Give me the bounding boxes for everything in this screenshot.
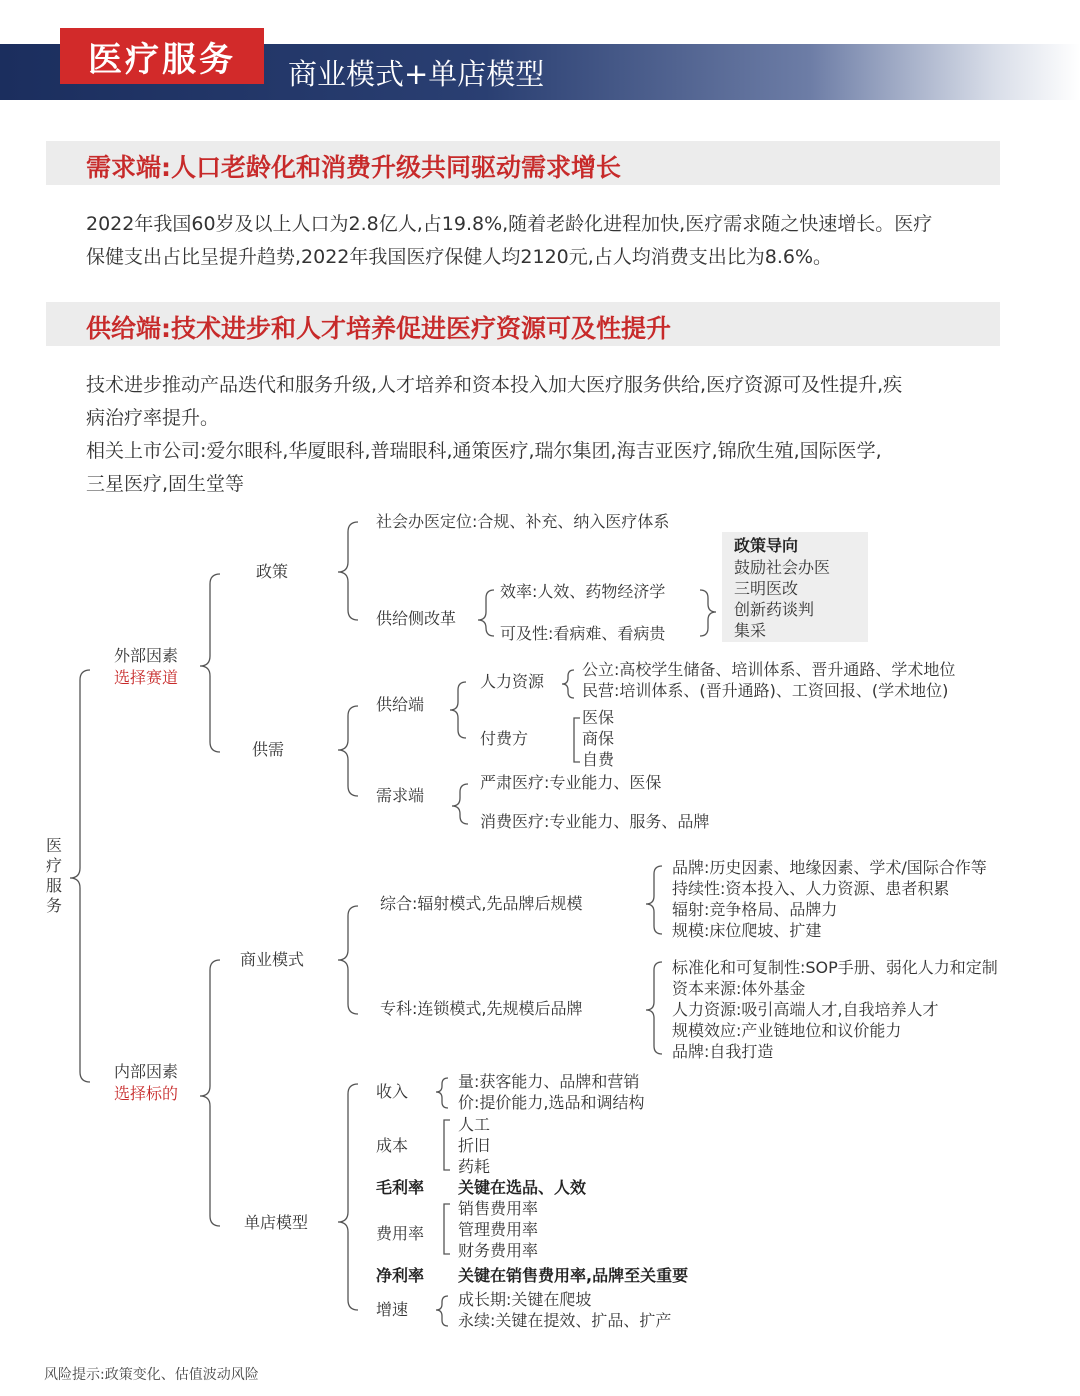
accessibility-item: 可及性:看病难、看病贵	[500, 624, 666, 643]
cost-item: 人工	[458, 1115, 491, 1134]
bracket-root	[70, 670, 90, 1082]
revenue-item: 量:获客能力、品牌和营销	[458, 1072, 640, 1091]
specialty-item: 规模效应:产业链地位和议价能力	[672, 1021, 902, 1040]
internal-factors-label: 内部因素	[114, 1062, 179, 1081]
external-factors-sub: 选择赛道	[114, 668, 179, 687]
specialty-item: 品牌:自我打造	[672, 1042, 774, 1061]
root-char: 务	[46, 896, 63, 915]
specialty-item: 人力资源:吸引高端人才,自我培养人才	[672, 1000, 939, 1019]
general-item: 持续性:资本投入、人力资源、患者积累	[672, 879, 950, 898]
specialty-item: 资本来源:体外基金	[672, 979, 806, 998]
policy-box-title: 政策导向	[734, 536, 799, 555]
bracket-cost	[444, 1120, 450, 1170]
cost-item: 折旧	[458, 1136, 491, 1155]
policy-box-item: 创新药谈判	[734, 600, 815, 619]
consumer-medical-item: 消费医疗:专业能力、服务、品牌	[480, 812, 710, 831]
payer-item: 商保	[582, 729, 615, 748]
bracket-payer	[574, 718, 580, 762]
gross-margin-note: 关键在选品、人效	[458, 1178, 587, 1197]
payer-item: 医保	[582, 708, 615, 727]
bracket-supply-side	[450, 682, 466, 738]
policy-box-item: 三明医改	[734, 579, 799, 598]
bracket-hr	[562, 670, 574, 698]
demand-text-line: 保健支出占比呈提升趋势,2022年我国医疗保健人均2120元,占人均消费支出比为8.6%。	[86, 246, 833, 268]
header-subtitle: 商业模式+单店模型	[288, 57, 545, 91]
growth-label: 增速	[376, 1300, 409, 1319]
revenue-label: 收入	[376, 1082, 409, 1101]
social-medical-positioning: 社会办医定位:合规、补充、纳入医疗体系	[376, 512, 670, 531]
payer-item: 自费	[582, 750, 615, 769]
public-hr-item: 公立:高校学生储备、培训体系、晋升通路、学术地位	[582, 660, 956, 679]
human-resources-label: 人力资源	[480, 672, 545, 691]
header-tag: 医疗服务	[60, 28, 264, 84]
external-factors-label: 外部因素	[114, 646, 179, 665]
supply-text-line: 技术进步推动产品迭代和服务升级,人才培养和资本投入加大医疗服务供给,医疗资源可及性提升,疾	[86, 374, 903, 396]
bracket-expense	[444, 1204, 450, 1254]
bracket-business	[338, 906, 358, 1014]
net-margin-label: 净利率	[376, 1266, 425, 1285]
specialty-chain-mode: 专科:连锁模式,先规模后品牌	[380, 999, 583, 1018]
bracket-specialty	[646, 962, 662, 1054]
supply-side-label: 供给端	[376, 695, 425, 714]
expense-item: 销售费用率	[458, 1199, 539, 1218]
bracket-demand-side	[452, 784, 468, 824]
policy-box-item: 集采	[734, 621, 767, 640]
business-model-label: 商业模式	[240, 950, 305, 969]
specialty-item: 标准化和可复制性:SOP手册、弱化人力和定制	[672, 958, 998, 977]
listed-companies-line: 相关上市公司:爱尔眼科,华厦眼科,普瑞眼科,通策医疗,瑞尔集团,海吉亚医疗,锦欣生殖,国际医学,	[86, 440, 882, 462]
policy-label: 政策	[256, 562, 289, 581]
general-item: 规模:床位爬坡、扩建	[672, 921, 822, 940]
bracket-growth	[436, 1296, 448, 1326]
bracket-supply-demand	[338, 706, 358, 796]
demand-section-title: 需求端:人口老龄化和消费升级共同驱动需求增长	[86, 153, 621, 182]
expense-item: 财务费用率	[458, 1241, 539, 1260]
cost-label: 成本	[376, 1136, 409, 1155]
general-item: 辐射:竞争格局、品牌力	[672, 900, 838, 919]
cost-item: 药耗	[458, 1157, 491, 1176]
supply-demand-label: 供需	[252, 740, 285, 759]
bracket-internal	[200, 960, 220, 1226]
general-item: 品牌:历史因素、地缘因素、学术/国际合作等	[672, 858, 987, 877]
bracket-policy	[338, 522, 358, 620]
general-hospital-mode: 综合:辐射模式,先品牌后规模	[380, 894, 583, 913]
serious-medical-item: 严肃医疗:专业能力、医保	[480, 773, 662, 792]
payer-label: 付费方	[480, 729, 529, 748]
growth-item: 永续:关键在提效、扩品、扩产	[458, 1311, 672, 1330]
revenue-item: 价:提价能力,选品和调结构	[458, 1093, 645, 1112]
growth-item: 成长期:关键在爬坡	[458, 1290, 592, 1309]
demand-text-line: 2022年我国60岁及以上人口为2.8亿人,占19.8%,随着老龄化进程加快,医疗需求随之快速增长。医疗	[86, 213, 933, 235]
bracket-reform	[478, 590, 494, 636]
supply-section-title: 供给端:技术进步和人才培养促进医疗资源可及性提升	[86, 314, 671, 343]
bracket-revenue	[436, 1078, 448, 1108]
root-char: 疗	[46, 856, 63, 875]
demand-side-label: 需求端	[376, 786, 425, 805]
private-hr-item: 民营:培训体系、(晋升通路)、工资回报、(学术地位)	[582, 681, 949, 700]
bracket-general	[646, 866, 662, 934]
store-model-label: 单店模型	[244, 1213, 309, 1232]
efficiency-item: 效率:人效、药物经济学	[500, 582, 666, 601]
supply-side-reform-label: 供给侧改革	[376, 609, 457, 628]
expense-ratio-label: 费用率	[376, 1224, 425, 1243]
bracket-store	[338, 1084, 358, 1310]
listed-companies-line: 三星医疗,固生堂等	[86, 473, 245, 495]
root-char: 医	[46, 836, 63, 855]
policy-box-item: 鼓励社会办医	[734, 558, 831, 577]
internal-factors-sub: 选择标的	[114, 1084, 179, 1103]
supply-text-line: 病治疗率提升。	[86, 407, 220, 429]
gross-margin-label: 毛利率	[376, 1178, 425, 1197]
expense-item: 管理费用率	[458, 1220, 539, 1239]
risk-warning: 风险提示:政策变化、估值波动风险	[44, 1367, 259, 1383]
root-char: 服	[46, 876, 63, 895]
bracket-external	[200, 574, 220, 752]
bracket-reform-right	[700, 590, 716, 636]
net-margin-note: 关键在销售费用率,品牌至关重要	[458, 1266, 689, 1285]
